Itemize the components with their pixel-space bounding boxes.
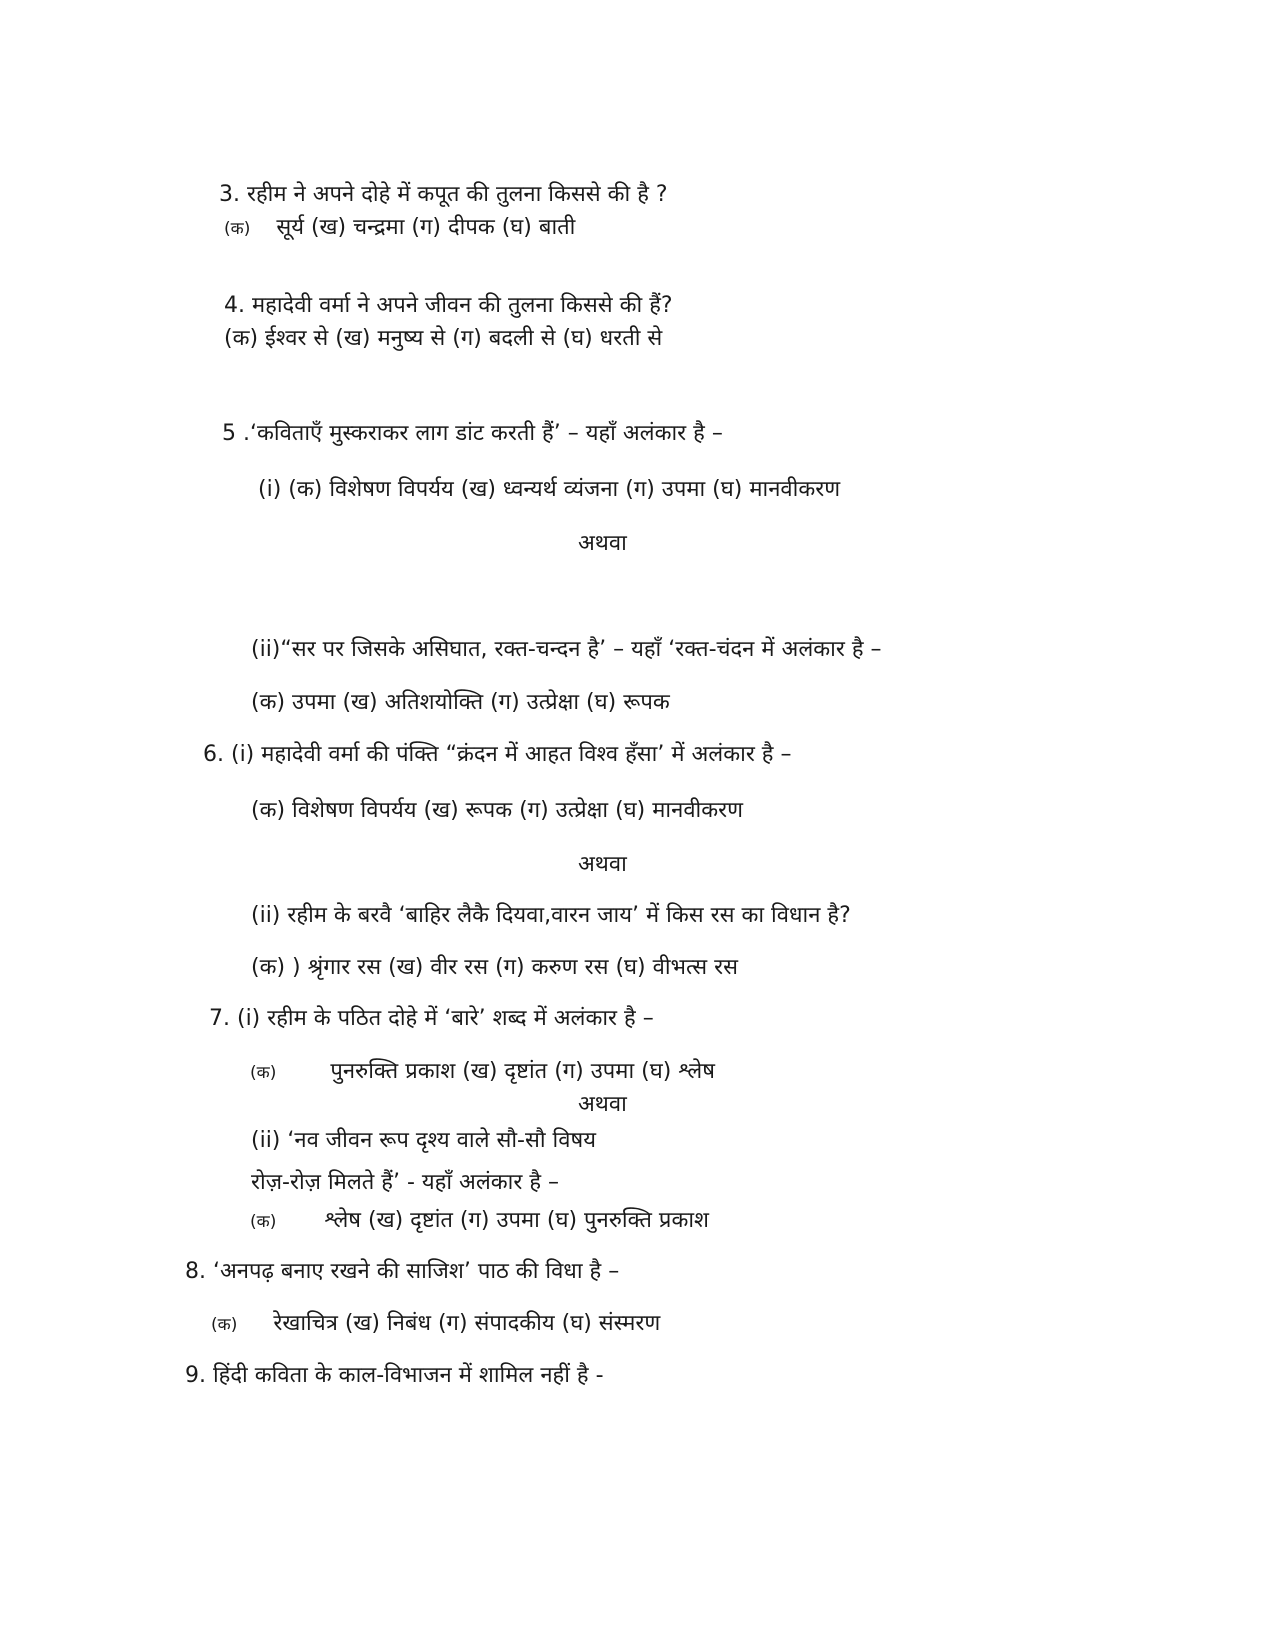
or-separator: अथवा: [578, 1092, 627, 1117]
or-separator: अथवा: [578, 531, 627, 556]
question-5-part-ii: (ii)“सर पर जिसके असिघात, रक्त-चन्दन है’ – यहाँ ‘रक्त-चंदन में अलंकार है –: [251, 637, 882, 662]
question-6-part-ii: (ii) रहीम के बरवै ‘बाहिर लैकै दियवा,वारन जाय’ में किस रस का विधान है?: [251, 903, 851, 928]
options-text: श्लेष (ख) दृष्टांत (ग) उपमा (घ) पुनरुक्ति प्रकाश: [324, 1208, 709, 1233]
question-7-part-ii-line-1: (ii) ‘नव जीवन रूप दृश्य वाले सौ-सौ विषय: [251, 1128, 596, 1153]
option-marker: (क): [250, 1212, 277, 1232]
options-text: रेखाचित्र (ख) निबंध (ग) संपादकीय (घ) संस्मरण: [273, 1311, 661, 1336]
question-4: 4. महादेवी वर्मा ने अपने जीवन की तुलना किससे की हैं?: [224, 293, 673, 318]
question-3-options: [224, 213, 575, 244]
option-marker: (क): [250, 1063, 277, 1083]
question-9: 9. हिंदी कविता के काल-विभाजन में शामिल नहीं है -: [185, 1363, 604, 1388]
question-6: 6. (i) महादेवी वर्मा की पंक्ति “क्रंदन में आहत विश्व हँसा’ में अलंकार है –: [203, 742, 792, 767]
question-7: 7. (i) रहीम के पठित दोहे में ‘बारे’ शब्द में अलंकार है –: [209, 1006, 654, 1031]
or-separator: अथवा: [578, 852, 627, 877]
option-marker: (क): [211, 1315, 238, 1335]
question-6-part-i-options: (क) विशेषण विपर्यय (ख) रूपक (ग) उत्प्रेक्षा (घ) मानवीकरण: [251, 798, 744, 823]
question-7-part-i-options: [250, 1057, 715, 1088]
question-4-options: (क) ईश्वर से (ख) मनुष्य से (ग) बदली से (घ) धरती से: [224, 326, 663, 351]
question-5-part-i-options: (i) (क) विशेषण विपर्यय (ख) ध्वन्यर्थ व्यंजना (ग) उपमा (घ) मानवीकरण: [258, 477, 841, 502]
option-marker: (क): [224, 219, 251, 239]
question-8-options: [211, 1309, 660, 1340]
question-8: 8. ‘अनपढ़ बनाए रखने की साजिश’ पाठ की विधा है –: [185, 1259, 620, 1284]
question-3: 3. रहीम ने अपने दोहे में कपूत की तुलना किससे की है ?: [219, 182, 668, 207]
question-6-part-ii-options: (क) ) श्रृंगार रस (ख) वीर रस (ग) करुण रस (घ) वीभत्स रस: [251, 955, 739, 980]
options-text: सूर्य (ख) चन्द्रमा (ग) दीपक (घ) बाती: [276, 215, 576, 240]
question-5: 5 .‘कविताएँ मुस्कराकर लाग डांट करती हैं’ – यहाँ अलंकार है –: [222, 421, 723, 446]
question-7-part-ii-options: [250, 1206, 709, 1237]
question-7-part-ii-line-2: रोज़-रोज़ मिलते हैं’ - यहाँ अलंकार है –: [251, 1170, 559, 1195]
question-5-part-ii-options: (क) उपमा (ख) अतिशयोक्ति (ग) उत्प्रेक्षा (घ) रूपक: [251, 690, 670, 715]
options-text: पुनरुक्ति प्रकाश (ख) दृष्टांत (ग) उपमा (घ) श्लेष: [330, 1059, 715, 1084]
